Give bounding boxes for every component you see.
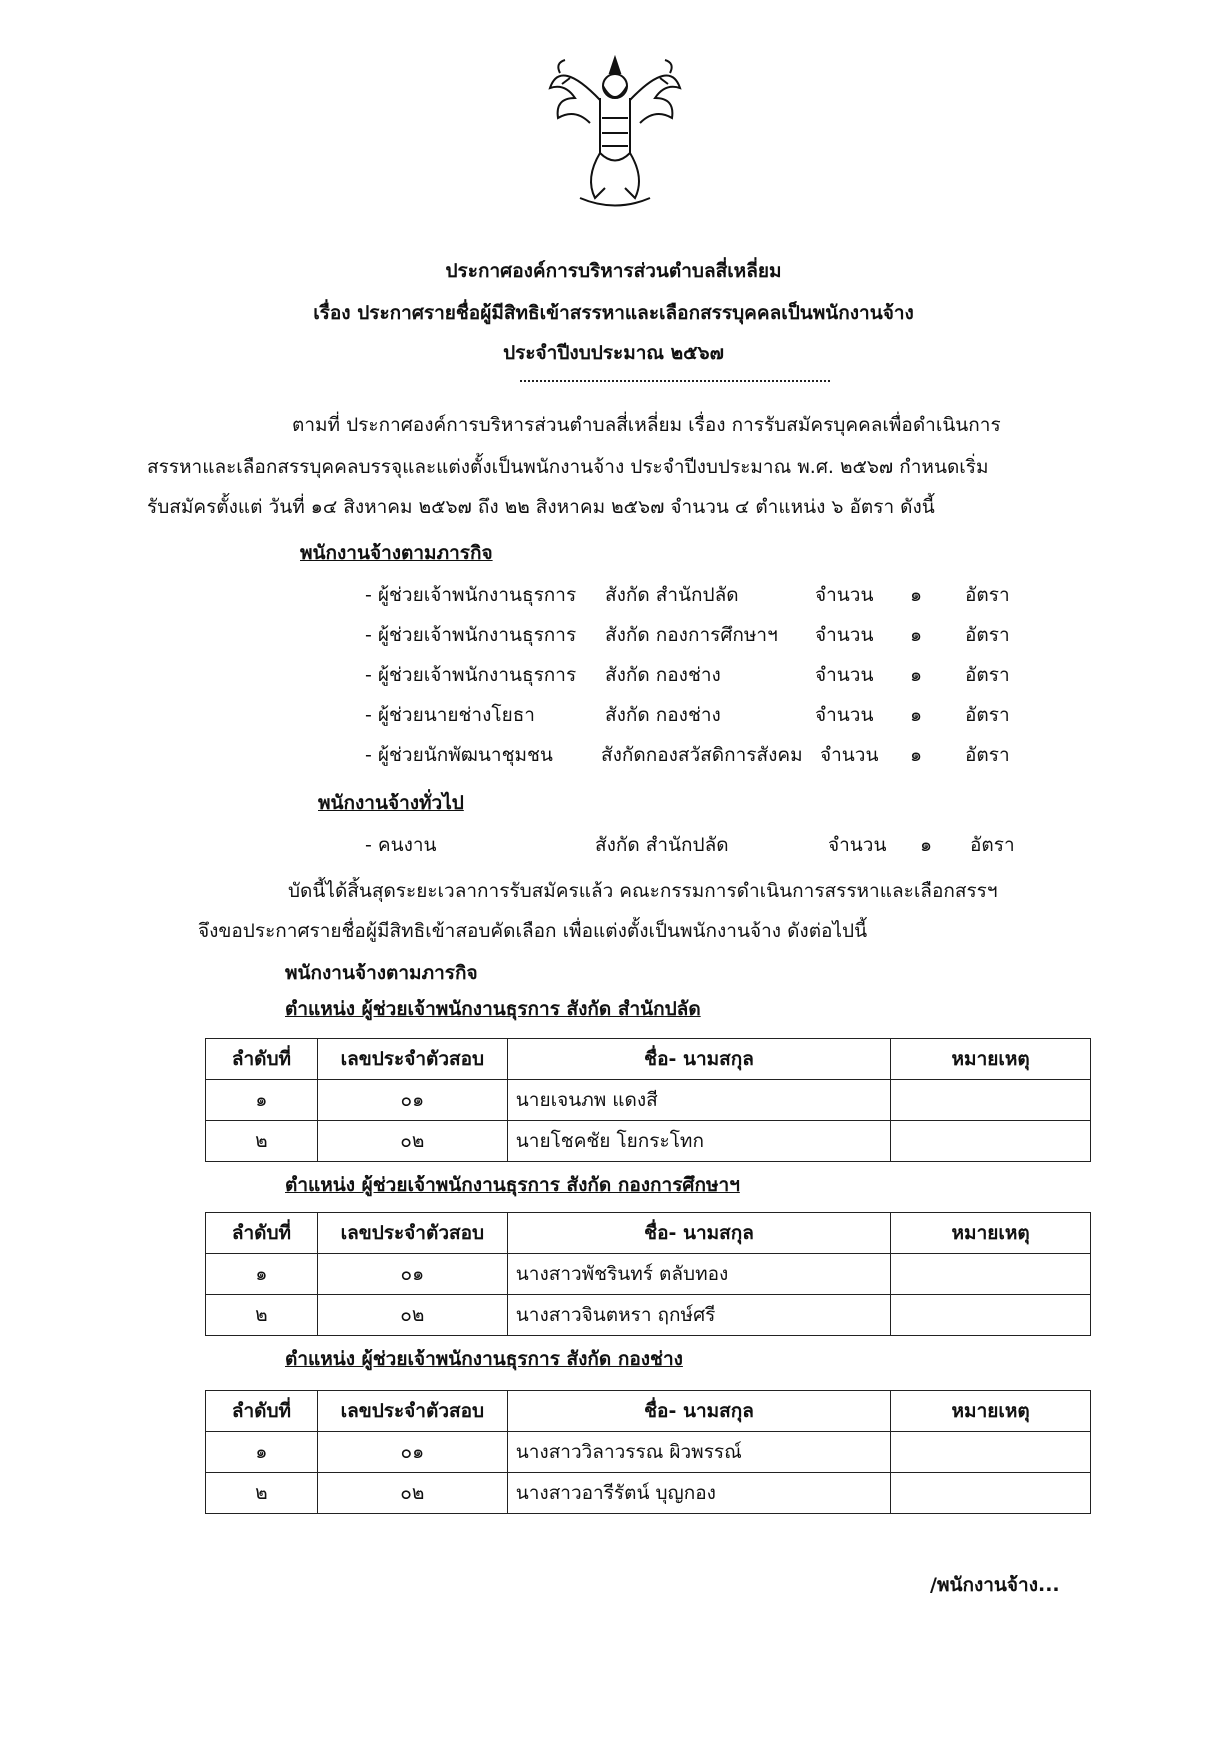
cell-remark bbox=[891, 1432, 1091, 1473]
position-unit: สังกัด กองช่าง bbox=[605, 704, 721, 726]
cell-order: ๑ bbox=[206, 1080, 318, 1121]
position-unit-label: อัตรา bbox=[965, 624, 1010, 646]
cell-name: นายโชคชัย โยกระโทก bbox=[507, 1121, 890, 1162]
intro-line-3: รับสมัครตั้งแต่ วันที่ ๑๔ สิงหาคม ๒๕๖๗ ถึง ๒๒ สิงหาคม ๒๕๖๗ จำนวน ๔ ตำแหน่ง ๖ อัตรา ดังนี้ bbox=[147, 496, 935, 518]
position-unit-label: อัตรา bbox=[965, 584, 1010, 606]
table-row bbox=[206, 1121, 1091, 1162]
cell-order: ๑ bbox=[206, 1432, 318, 1473]
position-row bbox=[365, 700, 1065, 728]
section-title: ตำแหน่ง ผู้ช่วยเจ้าพนักงานธุรการ สังกัด สำนักปลัด bbox=[285, 998, 701, 1020]
col-remark-header: หมายเหตุ bbox=[891, 1039, 1091, 1080]
position-unit: สังกัด กองการศึกษาฯ bbox=[605, 624, 778, 646]
cell-remark bbox=[891, 1121, 1091, 1162]
position-unit-label: อัตรา bbox=[965, 664, 1010, 686]
mission-staff-heading: พนักงานจ้างตามภารกิจ bbox=[300, 542, 493, 564]
cell-order: ๒ bbox=[206, 1295, 318, 1336]
table-row bbox=[206, 1295, 1091, 1336]
closing-line-2: จึงขอประกาศรายชื่อผู้มีสิทธิเข้าสอบคัดเลือก เพื่อแต่งตั้งเป็นพนักงานจ้าง ดังต่อไปนี้ bbox=[198, 920, 868, 942]
cell-remark bbox=[891, 1295, 1091, 1336]
position-row bbox=[365, 620, 1065, 648]
list-heading: พนักงานจ้างตามภารกิจ bbox=[285, 962, 478, 984]
col-exam-id-header: เลขประจำตัวสอบ bbox=[317, 1391, 507, 1432]
table-header-row bbox=[206, 1039, 1091, 1080]
candidate-table bbox=[205, 1038, 1091, 1162]
table-header-row bbox=[206, 1213, 1091, 1254]
position-unit: สังกัด สำนักปลัด bbox=[605, 584, 739, 606]
position-unit-label: อัตรา bbox=[965, 704, 1010, 726]
position-row bbox=[365, 830, 1065, 858]
position-row bbox=[365, 660, 1065, 688]
dotted-divider bbox=[520, 380, 830, 382]
col-name-header: ชื่อ- นามสกุล bbox=[507, 1039, 890, 1080]
position-count-label: จำนวน bbox=[820, 744, 879, 766]
cell-order: ๑ bbox=[206, 1254, 318, 1295]
intro-line-2: สรรหาและเลือกสรรบุคคลบรรจุและแต่งตั้งเป็นพนักงานจ้าง ประจำปีงบประมาณ พ.ศ. ๒๕๖๗ กำหนดเริ่ม bbox=[147, 456, 989, 478]
candidate-table bbox=[205, 1390, 1091, 1514]
announcement-fiscal-year: ประจำปีงบประมาณ ๒๕๖๗ bbox=[503, 342, 724, 364]
position-count-label: จำนวน bbox=[815, 624, 874, 646]
section-title: ตำแหน่ง ผู้ช่วยเจ้าพนักงานธุรการ สังกัด กองช่าง bbox=[285, 1348, 683, 1370]
col-name-header: ชื่อ- นามสกุล bbox=[507, 1391, 891, 1432]
garuda-emblem bbox=[540, 38, 690, 218]
position-row bbox=[365, 580, 1065, 608]
position-count: ๑ bbox=[910, 584, 923, 606]
position-unit: สังกัด กองช่าง bbox=[605, 664, 721, 686]
position-title: - ผู้ช่วยเจ้าพนักงานธุรการ bbox=[365, 584, 577, 606]
cell-remark bbox=[891, 1473, 1091, 1514]
position-count: ๑ bbox=[910, 744, 923, 766]
cell-order: ๒ bbox=[206, 1121, 318, 1162]
cell-remark bbox=[891, 1080, 1091, 1121]
position-count: ๑ bbox=[910, 704, 923, 726]
announcement-title: ประกาศองค์การบริหารส่วนตำบลสี่เหลี่ยม bbox=[445, 260, 782, 282]
intro-line-1: ตามที่ ประกาศองค์การบริหารส่วนตำบลสี่เหลี่ยม เรื่อง การรับสมัครบุคคลเพื่อดำเนินการ bbox=[292, 414, 1001, 436]
continued-note: /พนักงานจ้าง... bbox=[930, 1574, 1060, 1596]
position-count: ๑ bbox=[910, 664, 923, 686]
candidate-table bbox=[205, 1212, 1091, 1336]
cell-exam-id: ๐๒ bbox=[317, 1473, 507, 1514]
position-title: - ผู้ช่วยนายช่างโยธา bbox=[365, 704, 535, 726]
general-staff-heading: พนักงานจ้างทั่วไป bbox=[318, 792, 464, 814]
col-remark-header: หมายเหตุ bbox=[891, 1391, 1091, 1432]
col-remark-header: หมายเหตุ bbox=[891, 1213, 1091, 1254]
col-order-header: ลำดับที่ bbox=[206, 1039, 318, 1080]
cell-name: นางสาววิลาวรรณ ผิวพรรณ์ bbox=[507, 1432, 891, 1473]
position-unit: สังกัดกองสวัสดิการสังคม bbox=[601, 744, 803, 766]
position-count-label: จำนวน bbox=[815, 664, 874, 686]
table-row bbox=[206, 1254, 1091, 1295]
position-count-label: จำนวน bbox=[815, 704, 874, 726]
col-exam-id-header: เลขประจำตัวสอบ bbox=[317, 1039, 507, 1080]
cell-exam-id: ๐๑ bbox=[317, 1254, 507, 1295]
position-count: ๑ bbox=[910, 624, 923, 646]
cell-exam-id: ๐๑ bbox=[317, 1432, 507, 1473]
table-row bbox=[206, 1473, 1091, 1514]
col-order-header: ลำดับที่ bbox=[206, 1213, 318, 1254]
col-exam-id-header: เลขประจำตัวสอบ bbox=[317, 1213, 507, 1254]
position-title: - ผู้ช่วยเจ้าพนักงานธุรการ bbox=[365, 624, 577, 646]
col-name-header: ชื่อ- นามสกุล bbox=[507, 1213, 891, 1254]
cell-exam-id: ๐๒ bbox=[317, 1295, 507, 1336]
position-title: - ผู้ช่วยนักพัฒนาชุมชน bbox=[365, 744, 553, 766]
cell-name: นายเจนภพ แดงสี bbox=[507, 1080, 890, 1121]
cell-remark bbox=[891, 1254, 1091, 1295]
table-header-row bbox=[206, 1391, 1091, 1432]
cell-order: ๒ bbox=[206, 1473, 318, 1514]
table-row bbox=[206, 1432, 1091, 1473]
position-row bbox=[365, 740, 1065, 768]
table-row bbox=[206, 1080, 1091, 1121]
cell-name: นางสาวพัชรินทร์ ตลับทอง bbox=[507, 1254, 891, 1295]
section-title: ตำแหน่ง ผู้ช่วยเจ้าพนักงานธุรการ สังกัด กองการศึกษาฯ bbox=[285, 1174, 740, 1196]
position-unit-label: อัตรา bbox=[965, 744, 1010, 766]
position-count-label: จำนวน bbox=[815, 584, 874, 606]
position-title: - ผู้ช่วยเจ้าพนักงานธุรการ bbox=[365, 664, 577, 686]
announcement-subject: เรื่อง ประกาศรายชื่อผู้มีสิทธิเข้าสรรหาและเลือกสรรบุคคลเป็นพนักงานจ้าง bbox=[313, 302, 914, 324]
cell-name: นางสาวจินตหรา ฤกษ์ศรี bbox=[507, 1295, 891, 1336]
cell-exam-id: ๐๒ bbox=[317, 1121, 507, 1162]
position-unit-label: อัตรา bbox=[970, 834, 1015, 856]
cell-exam-id: ๐๑ bbox=[317, 1080, 507, 1121]
position-title: - คนงาน bbox=[365, 834, 437, 856]
cell-name: นางสาวอารีรัตน์ บุญกอง bbox=[507, 1473, 891, 1514]
position-count-label: จำนวน bbox=[828, 834, 887, 856]
closing-line-1: บัดนี้ได้สิ้นสุดระยะเวลาการรับสมัครแล้ว คณะกรรมการดำเนินการสรรหาและเลือกสรรฯ bbox=[288, 880, 998, 902]
position-count: ๑ bbox=[920, 834, 933, 856]
position-unit: สังกัด สำนักปลัด bbox=[595, 834, 729, 856]
col-order-header: ลำดับที่ bbox=[206, 1391, 318, 1432]
